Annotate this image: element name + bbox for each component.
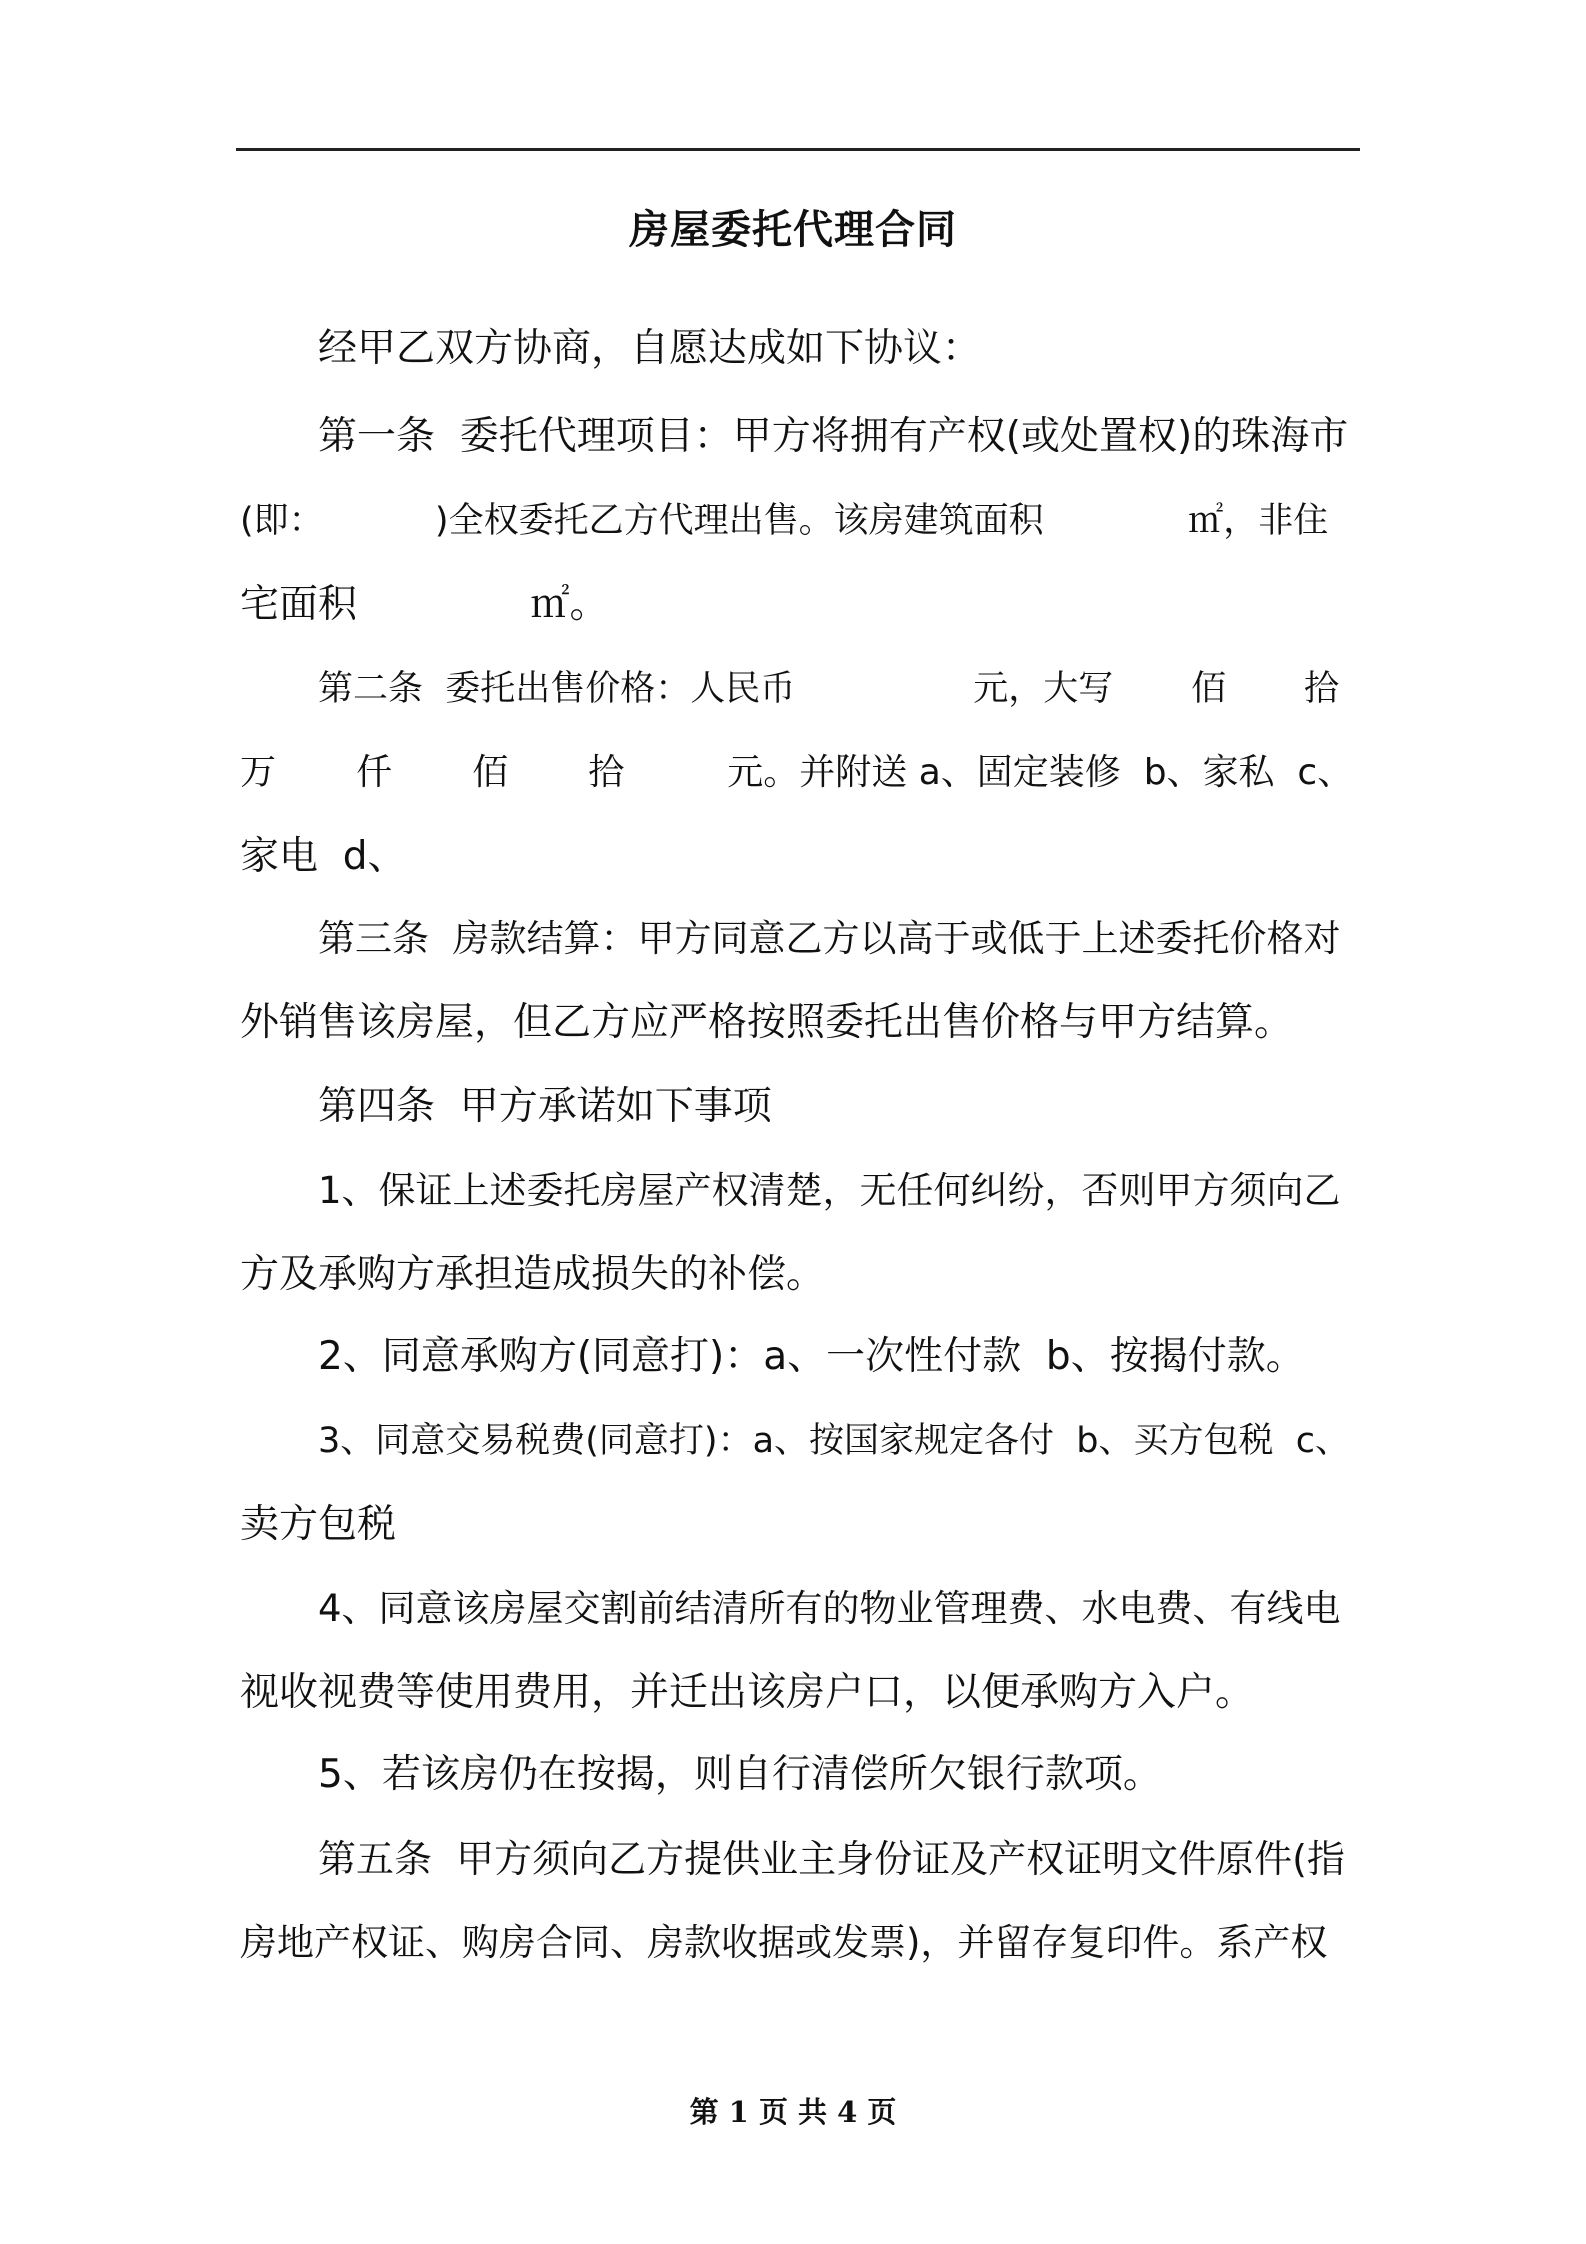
text-line: 外销售该房屋，但乙方应严格按照委托出售价格与甲方结算。 — [240, 1000, 1294, 1045]
text-line: 第三条 房款结算：甲方同意乙方以高于或低于上述委托价格对 — [318, 917, 1341, 960]
text-line: 4、同意该房屋交割前结清所有的物业管理费、水电费、有线电 — [318, 1587, 1341, 1630]
text-line: 家电 d、 — [240, 834, 407, 879]
text-line: 第一条 委托代理项目：甲方将拥有产权(或处置权)的珠海市 — [318, 414, 1349, 459]
text-line: 第四条 甲方承诺如下事项 — [318, 1084, 772, 1129]
text-line: 5、若该房仍在按揭，则自行清偿所欠银行款项。 — [318, 1752, 1162, 1797]
text-line: 方及承购方承担造成损失的补偿。 — [240, 1252, 826, 1297]
document-title: 房屋委托代理合同 — [629, 207, 957, 253]
text-line: 卖方包税 — [240, 1502, 397, 1547]
text-line: 第五条 甲方须向乙方提供业主身份证及产权证明文件原件(指 — [318, 1837, 1345, 1881]
header-rule — [236, 148, 1360, 151]
text-line: (即： )全权委托乙方代理出售。该房建筑面积 ㎡，非住 — [240, 501, 1329, 541]
text-line: 宅面积 ㎡。 — [240, 582, 609, 627]
text-line: 3、同意交易税费(同意打)：a、按国家规定各付 b、买方包税 c、 — [318, 1421, 1350, 1461]
page-footer: 第 1 页 共 4 页 — [689, 2095, 897, 2129]
text-line: 经甲乙双方协商，自愿达成如下协议： — [318, 326, 982, 371]
text-line: 1、保证上述委托房屋产权清楚，无任何纠纷，否则甲方须向乙 — [318, 1169, 1341, 1212]
text-line: 视收视费等使用费用，并迁出该房户口，以便承购方入户。 — [240, 1670, 1255, 1715]
text-line: 万 仟 佰 拾 元。并附送 a、固定装修 b、家私 c、 — [240, 752, 1354, 793]
text-line: 第二条 委托出售价格：人民币 元，大写 佰 拾 — [318, 669, 1340, 709]
text-line: 房地产权证、购房合同、房款收据或发票)，并留存复印件。系产权 — [240, 1921, 1328, 1964]
text-line: 2、同意承购方(同意打)：a、一次性付款 b、按揭付款。 — [318, 1334, 1305, 1379]
